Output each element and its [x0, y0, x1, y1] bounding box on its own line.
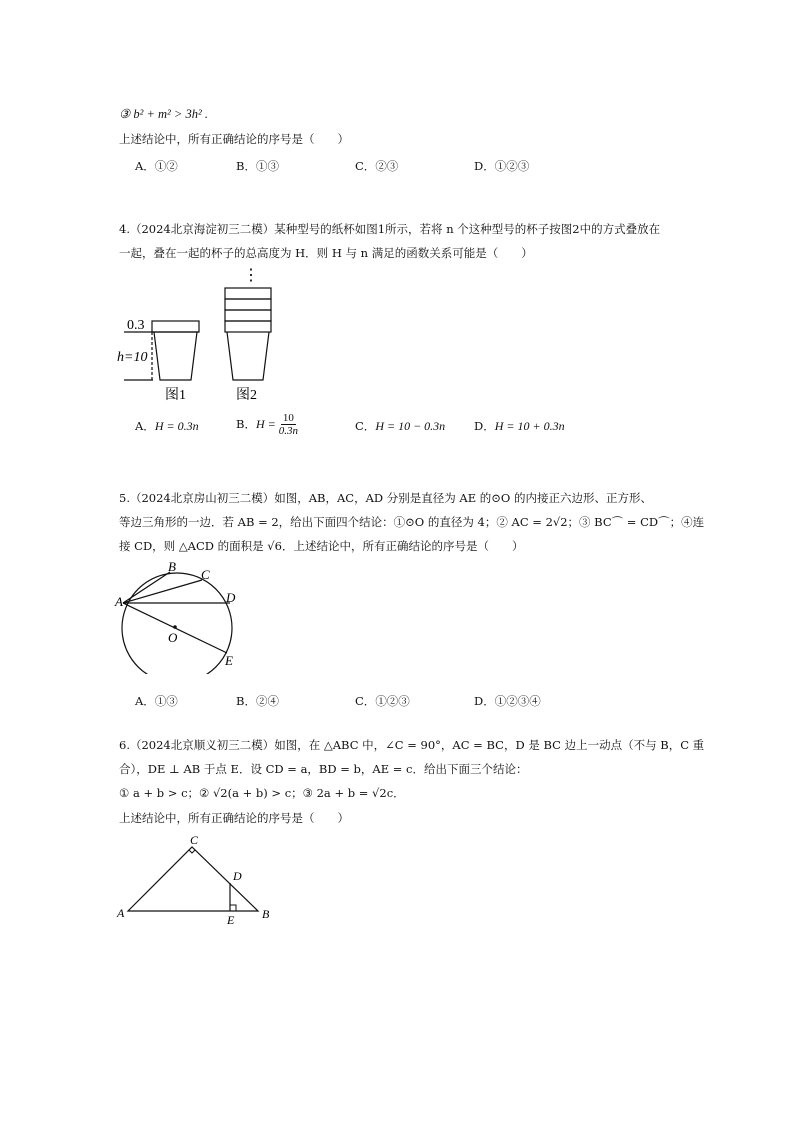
q4-option-a[interactable]: [135, 418, 199, 434]
q6-stem-line1: 6.（2024北京顺义初三二模）如图，在 △ABC 中，∠C = 90°，AC = BC，D 是 BC 边上一动点（不与 B，C 重: [119, 738, 705, 752]
fraction-numerator: 10: [282, 411, 294, 424]
option-label: A．: [135, 694, 155, 708]
option-label: C．: [355, 159, 376, 173]
option-text: ①②: [154, 159, 178, 173]
q5-option-d[interactable]: [474, 693, 541, 709]
stack-body: [227, 332, 269, 380]
label-c: C: [190, 833, 199, 847]
chord-ac: [123, 580, 202, 603]
stack-rim-1: [225, 288, 271, 299]
cup-height-label: h=10: [117, 350, 148, 365]
option-text: ①③: [154, 694, 178, 708]
right-angle-mark-e: [230, 905, 236, 911]
q5-stem-line2: 等边三角形的一边．若 AB = 2，给出下面四个结论：①⊙O 的直径为 4；② AC = 2√2；③ BC⌒ = CD⌒；④连: [119, 515, 705, 529]
option-label: C．: [355, 419, 376, 433]
fig2-caption: 图2: [236, 388, 257, 403]
q3-option-d[interactable]: [474, 158, 529, 174]
option-label: A．: [135, 159, 155, 173]
q3-item3: ③ b² + m² > 3h² .: [119, 107, 208, 121]
q4-cup-figure: [110, 262, 290, 404]
label-a: A: [115, 594, 123, 609]
q5-stem-line3: 接 CD，则 △ACD 的面积是 √6．上述结论中，所有正确结论的序号是（ ）: [119, 539, 524, 553]
q6-stem-line3: ① a + b > c；② √2(a + b) > c；③ 2a + b = √2c．: [119, 786, 405, 800]
option-text: H = 10 − 0.3n: [375, 419, 446, 433]
q3-option-a[interactable]: [135, 158, 178, 174]
vertical-ellipsis: ⋮: [243, 267, 259, 284]
option-text: ①②③: [375, 694, 410, 708]
stack-rim-3: [225, 310, 271, 321]
label-b: B: [168, 559, 176, 574]
label-e: E: [227, 913, 235, 927]
fraction: [279, 412, 298, 437]
option-text: ①③: [255, 159, 279, 173]
q5-circle-figure: [112, 558, 242, 674]
rim-height-label: 0.3: [127, 318, 145, 333]
circle-o: [122, 573, 232, 674]
q4-option-d[interactable]: [474, 418, 565, 434]
label-e: E: [225, 653, 233, 668]
option-text: H = 10 + 0.3n: [494, 419, 565, 433]
q3-option-b[interactable]: [236, 158, 279, 174]
label-c: C: [201, 567, 210, 582]
option-text: ①②③: [494, 159, 530, 173]
option-text: ②④: [255, 694, 279, 708]
option-label: B．: [236, 694, 256, 708]
q6-stem-line2: 合），DE ⊥ AB 于点 E．设 CD = a，BD = b，AE = c．给出下面三个结论：: [119, 762, 528, 776]
q6-prompt: 上述结论中，所有正确结论的序号是（ ）: [119, 811, 349, 825]
q5-option-a[interactable]: [135, 693, 178, 709]
option-label: D．: [474, 419, 495, 433]
stack-rim-2: [225, 299, 271, 310]
right-angle-mark-c: [189, 850, 195, 853]
label-o: O: [168, 630, 178, 645]
q5-stem-line1: 5.（2024北京房山初三二模）如图，AB，AC，AD 分别是直径为 AE 的⊙O 的内接正六边形、正方形、: [119, 491, 653, 505]
option-label: D．: [474, 159, 495, 173]
q4-stem-line2: 一起，叠在一起的杯子的总高度为 H．则 H 与 n 满足的函数关系可能是（ ）: [119, 246, 533, 260]
option-label: C．: [355, 694, 376, 708]
label-a: A: [117, 906, 125, 920]
q3-prompt: 上述结论中，所有正确结论的序号是（ ）: [119, 132, 349, 146]
option-prefix: H =: [255, 416, 276, 431]
q3-option-c[interactable]: [355, 158, 398, 174]
option-label: A．: [135, 419, 155, 433]
label-b: B: [262, 907, 270, 921]
fig1-caption: 图1: [165, 388, 186, 403]
q5-option-b[interactable]: [236, 693, 279, 709]
stack-rim-4: [225, 321, 271, 332]
option-label: D．: [474, 694, 495, 708]
q5-option-c[interactable]: [355, 693, 410, 709]
option-text: H = 0.3n: [154, 419, 199, 433]
option-label: B．: [236, 417, 256, 431]
label-d: D: [233, 869, 242, 883]
q6-triangle-figure: [112, 830, 282, 928]
center-point: [173, 625, 177, 629]
q4-stem-line1: 4.（2024北京海淀初三二模）某种型号的纸杯如图1所示，若将 n 个这种型号的杯子按图2中的方式叠放在: [119, 222, 661, 236]
q4-option-b[interactable]: [236, 409, 298, 439]
chord-ab: [123, 572, 170, 603]
q4-option-c[interactable]: [355, 418, 445, 434]
cup1-body: [154, 332, 197, 380]
option-label: B．: [236, 159, 256, 173]
label-d: D: [226, 590, 236, 605]
cup1-rim: [152, 321, 199, 332]
option-text: ①②③④: [494, 694, 541, 708]
fraction-denominator: 0.3n: [278, 424, 298, 437]
option-text: ②③: [375, 159, 399, 173]
